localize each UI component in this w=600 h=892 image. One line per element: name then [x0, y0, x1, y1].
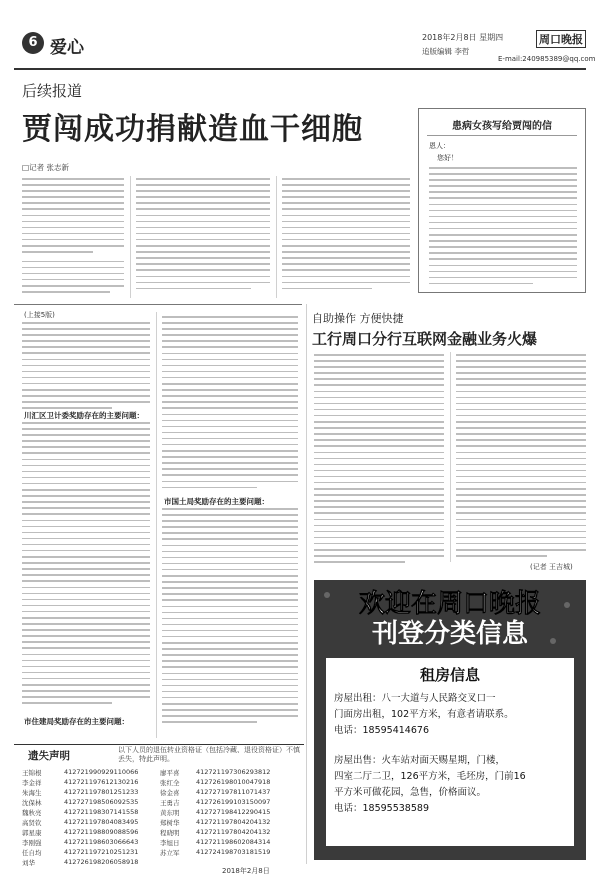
- lost-id: 412721198603066643: [64, 838, 139, 846]
- ad-heading-2: 刊登分类信息: [371, 619, 528, 649]
- lost-id: 412721197804083495: [64, 818, 139, 826]
- date-line: 2018年2月8日 星期四: [422, 33, 504, 42]
- column-rule: [130, 176, 131, 298]
- lost-name: 王勇吉: [160, 799, 180, 807]
- continued-col-2b: [162, 508, 298, 727]
- subhead-2: 市国土局奖励存在的主要问题：: [164, 497, 269, 506]
- section-name: 爱心: [50, 38, 84, 58]
- ad-line: 门面房出租，102平方米，有意者请联系。: [334, 709, 514, 720]
- lost-id: 412721198809088596: [64, 828, 139, 836]
- letter-title-rule: [427, 135, 577, 136]
- lost-name: 任自均: [22, 849, 42, 857]
- lost-id: 412727198412290415: [196, 808, 271, 816]
- ad-line: 电话：18595414676: [334, 725, 429, 736]
- letter-body: [429, 167, 577, 289]
- lost-id: 412721197804204132: [196, 818, 271, 826]
- letter-box: [418, 108, 586, 293]
- lost-name: 廖平喜: [160, 769, 180, 777]
- story2-col-1: [314, 354, 444, 567]
- ad-footer: 刊登广告请联系电话：13592221006: [366, 835, 534, 846]
- lost-name: 高贤钦: [22, 819, 42, 827]
- lost-notice-desc: 以下人员的退伍转业资格证（包括冷藏、退役资格证）不慎丢失，特此声明。: [118, 746, 300, 763]
- story-body-col-1: [22, 178, 124, 297]
- continued-col-2: [162, 316, 298, 493]
- lost-id: 412726198010047918: [196, 778, 271, 786]
- ad-line: 四室二厅二卫，126平方米，毛坯房，门前16: [334, 771, 526, 782]
- lost-name: 张红全: [160, 779, 180, 787]
- lost-notice-date: 2018年2月8日: [222, 867, 270, 875]
- story-body-col-3: [282, 178, 410, 294]
- lost-name: 苏立军: [160, 849, 180, 857]
- ad-line: 电话：18595538589: [334, 803, 429, 814]
- column-rule: [156, 312, 157, 738]
- story-byline: □记者 张志新: [22, 163, 69, 172]
- story2-kicker: 自助操作 方便快捷: [312, 312, 404, 325]
- ad-line: 平方米可做花园，急售，价格面议。: [334, 787, 487, 798]
- lost-name: 黄东明: [160, 809, 180, 817]
- story-kicker: 后续报道: [22, 82, 83, 100]
- lost-name: 魏秋亮: [22, 809, 42, 817]
- email-line: E-mail:240985389@qq.com: [498, 55, 596, 63]
- lost-id: 412721990929110066: [64, 768, 139, 776]
- lost-name: 郑树华: [160, 819, 180, 827]
- lost-name: 程晓明: [160, 829, 180, 837]
- lost-name: 李刚强: [22, 839, 42, 847]
- letter-greeting: 恩人：: [429, 142, 450, 150]
- ad-line: 房屋出租：八一大道与人民路交叉口一: [334, 693, 496, 704]
- lost-id: 412727197811071437: [196, 788, 271, 796]
- lost-id: 412726198206058918: [64, 858, 139, 866]
- column-rule: [306, 304, 307, 864]
- continued-label: (上接5版): [24, 311, 55, 319]
- classified-ad: [314, 580, 586, 860]
- lost-id: 412721198307141558: [64, 808, 139, 816]
- lost-id: 412726199103150097: [196, 798, 271, 806]
- paper-name: 周口晚报: [536, 30, 586, 48]
- lost-id: 412721197804204132: [196, 828, 271, 836]
- story-body-col-2: [136, 178, 270, 294]
- lost-id: 412724198703181519: [196, 848, 271, 856]
- ad-heading-1: 欢迎在周口晚报: [358, 589, 541, 619]
- column-rule: [276, 176, 277, 298]
- section-divider: [14, 304, 302, 305]
- lost-id: 412727198506092535: [64, 798, 139, 806]
- lost-name: 李旭日: [160, 839, 180, 847]
- ad-line: 房屋出售：火车站对面天赐星期，门楼，: [334, 755, 506, 766]
- editor-line: 追版编辑 李哲: [422, 47, 470, 56]
- page-number-badge: 6: [22, 32, 44, 54]
- story2-reporter: (记者 王吉城): [530, 563, 573, 571]
- lost-id: 412721197210251231: [64, 848, 139, 856]
- lost-name: 李金祥: [22, 779, 42, 787]
- lost-notice-title: 遗失声明: [28, 750, 70, 762]
- lost-id: 412721198602084314: [196, 838, 271, 846]
- lost-name: 郭星康: [22, 829, 42, 837]
- lost-name: 王锦根: [22, 769, 42, 777]
- story2-col-2: [456, 354, 586, 561]
- column-rule: [450, 352, 451, 562]
- subhead-1: 川汇区卫计委奖励存在的主要问题：: [24, 411, 144, 420]
- lost-name: 沈保林: [22, 799, 42, 807]
- lost-id: 412721197306293812: [196, 768, 271, 776]
- continued-col-1: [22, 322, 150, 413]
- subhead-3: 市住建局奖励存在的主要问题：: [24, 717, 129, 726]
- page-header: [0, 0, 600, 70]
- lost-id: 412721197801251233: [64, 788, 139, 796]
- story-headline: 贾闯成功捐献造血干细胞: [22, 112, 363, 147]
- story2-headline: 工行周口分行互联网金融业务火爆: [312, 330, 538, 348]
- lost-name: 刘华: [22, 859, 35, 867]
- continued-col-1b: [22, 422, 150, 708]
- lost-id: 412721197612130216: [64, 778, 139, 786]
- ad-panel: [326, 658, 574, 846]
- header-rule: [14, 68, 586, 70]
- lost-name: 朱海生: [22, 789, 42, 797]
- letter-hello: 您好！: [437, 154, 458, 162]
- ad-panel-title: 租房信息: [419, 666, 480, 684]
- letter-title: 患病女孩写给贾闯的信: [452, 121, 552, 132]
- lost-name: 徐金喜: [160, 789, 180, 797]
